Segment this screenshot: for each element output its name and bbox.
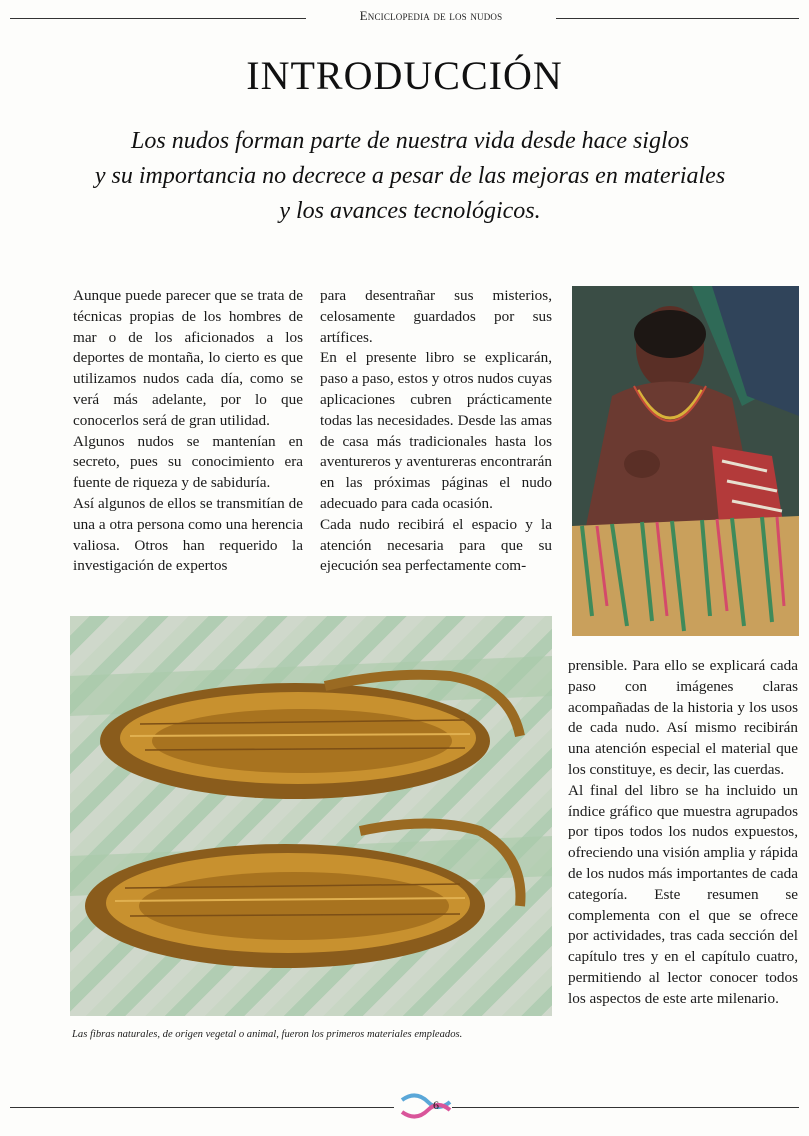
paragraph: Algunos nudos se mantenían en secreto, pues su conocimiento era fuente de riqueza y de sabiduría.: [73, 432, 303, 492]
paragraph: Al final del libro se ha incluido un índice gráfico que muestra agrupados por tipos todos los nudos expuestos, ofreciendo una visión amplia y rápida de los nudos más importantes de cada categoría. Este resumen se complementa con el que se ofrece por actividades, tras cada sección del capítulo tres y en el capítulo cuatro, permitiendo al lector conocer todos los aspectos de este arte milenario.: [568, 781, 798, 1007]
footer-rule-left: [10, 1107, 394, 1108]
subtitle-line: Los nudos forman parte de nuestra vida desde hace siglos: [131, 128, 689, 154]
running-header: Enciclopedia de los nudos: [359, 8, 503, 23]
page-title: INTRODUCCIÓN: [246, 53, 563, 98]
paragraph: para desentrañar sus misterios, celosamente guardados por sus artífices.: [320, 287, 552, 346]
body-column-1: [73, 286, 303, 577]
header-rule-right: [556, 18, 799, 19]
paragraph: prensible. Para ello se explicará cada paso con imágenes claras acompañadas de la historia y los usos de cada nudo. Así mismo recibirán una atención especial el material que los constituye, es decir, las cuerdas.: [568, 657, 798, 778]
photo-straw-sandals: [70, 616, 552, 1016]
photo-woman-illustration: [572, 286, 799, 636]
paragraph: Aunque puede parecer que se trata de técnicas propias de los hombres de mar o de los aficionados a los deportes de montaña, lo cierto es que utilizamos nudos cada día, como se verá más adelante, por lo que conocerlos será de gran utilidad.: [73, 287, 303, 429]
photo-caption: Las fibras naturales, de origen vegetal o animal, fueron los primeros materiales empleados.: [72, 1029, 463, 1040]
paragraph: En el presente libro se explicarán, paso a paso, estos y otros nudos cuyas aplicaciones cubren prácticamente todas las necesidades. Desde las amas de casa más tradicionales hasta los aventureros y aventureras encontrarán en las próximas páginas el nudo adecuado para cada ocasión.: [320, 349, 553, 512]
subtitle-line: y los avances tecnológicos.: [279, 198, 541, 224]
header-rule-left: [10, 18, 306, 19]
paragraph: Así algunos de ellos se transmitían de una a otra persona como una herencia valiosa. Otros han requerido la investigación de expertos: [73, 494, 303, 575]
paragraph: Cada nudo recibirá el espacio y la atención necesaria para que su ejecución sea perfectamente com-: [320, 515, 552, 575]
body-column-3: [568, 656, 798, 1010]
body-column-2: [320, 286, 552, 577]
subtitle: [60, 124, 809, 229]
photo-sandals-illustration: [70, 616, 552, 1016]
page-number: 6: [433, 1098, 439, 1112]
subtitle-line: y su importancia no decrece a pesar de las mejoras en materiales: [94, 163, 726, 189]
footer-rule-right: [452, 1107, 799, 1108]
photo-woman-weaving: [572, 286, 799, 636]
